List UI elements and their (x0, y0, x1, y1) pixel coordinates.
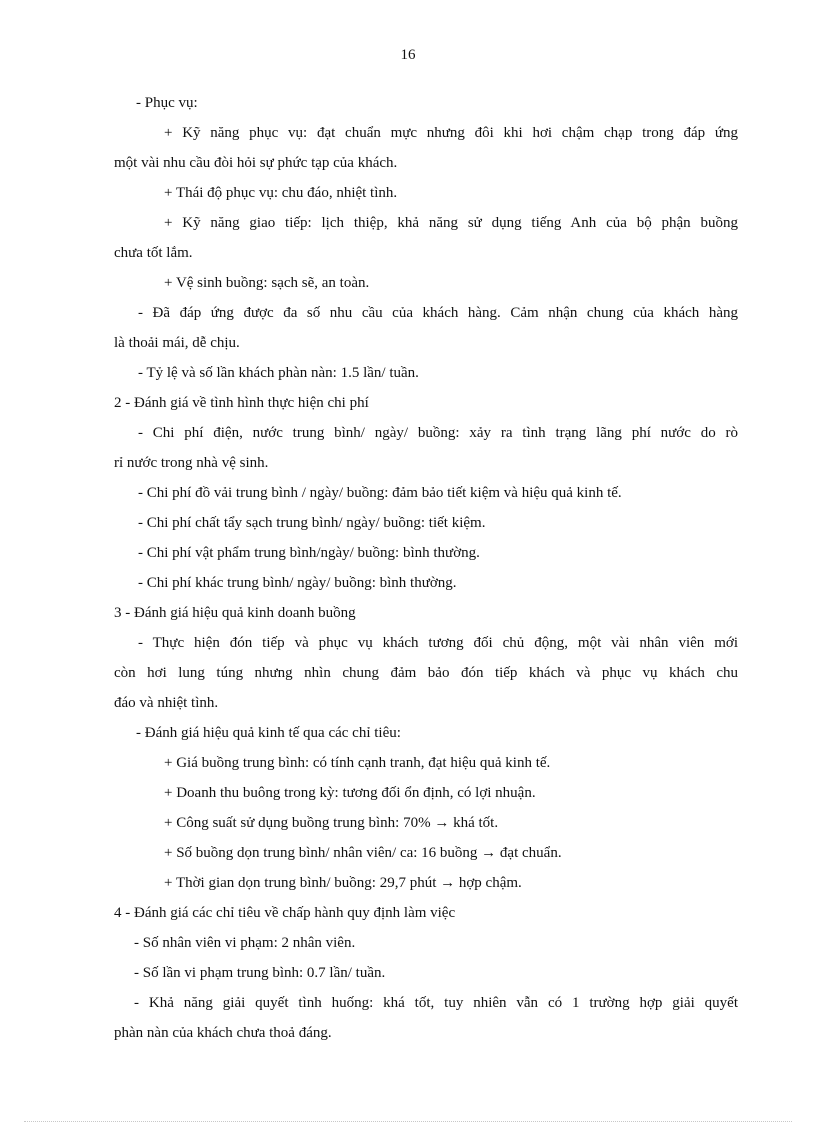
continuation-line: đáo và nhiệt tình. (114, 695, 219, 711)
continuation-line: chưa tốt lắm. (114, 245, 193, 261)
section-bullet: - Chi phí vật phẩm trung bình/ngày/ buồng: bình thường. (138, 545, 480, 561)
section-bullet: - Chi phí khác trung bình/ ngày/ buồng: bình thường. (138, 575, 457, 591)
section-heading: 4 - Đánh giá các chỉ tiêu về chấp hành quy định làm việc (114, 905, 456, 921)
section-bullet: - Chi phí chất tẩy sạch trung bình/ ngày/ buồng: tiết kiệm. (138, 515, 486, 531)
section-bullet: - Khả năng giải quyết tình huống: khá tốt, tuy nhiên vẫn có 1 trường hợp giải quyết (134, 995, 738, 1011)
section-bullet: - Chi phí đồ vải trung bình / ngày/ buồng: đảm bảo tiết kiệm và hiệu quả kinh tế. (138, 485, 622, 501)
document-body (114, 88, 738, 1048)
section-bullet: - Chi phí điện, nước trung bình/ ngày/ buồng: xảy ra tình trạng lãng phí nước do rò (138, 425, 738, 441)
section-bullet: - Số nhân viên vi phạm: 2 nhân viên. (134, 935, 356, 951)
section-bullet: - Thực hiện đón tiếp và phục vụ khách tương đối chủ động, một vài nhân viên mới (138, 635, 738, 651)
page-bottom-rule (24, 1121, 792, 1122)
section-bullet: - Đánh giá hiệu quả kinh tế qua các chỉ tiêu: (136, 725, 401, 741)
continuation-line: phàn nàn của khách chưa thoả đáng. (114, 1025, 332, 1041)
continuation-line: là thoải mái, dễ chịu. (114, 335, 240, 351)
section-bullet: - Đã đáp ứng được đa số nhu cầu của khách hàng. Cảm nhận chung của khách hàng (138, 305, 738, 321)
sub-bullet: + Thời gian dọn trung bình/ buồng: 29,7 phút → hợp chậm. (164, 875, 522, 891)
sub-bullet: + Giá buồng trung bình: có tính cạnh tranh, đạt hiệu quả kinh tế. (164, 755, 551, 771)
section-heading: 3 - Đánh giá hiệu quả kinh doanh buồng (114, 605, 356, 621)
sub-bullet: + Vệ sinh buồng: sạch sẽ, an toàn. (164, 275, 370, 291)
section-bullet: - Số lần vi phạm trung bình: 0.7 lần/ tuần. (134, 965, 386, 981)
continuation-line: còn hơi lung túng nhưng nhìn chung đảm bảo đón tiếp khách và phục vụ khách chu (114, 665, 738, 681)
sub-bullet: + Doanh thu buông trong kỳ: tương đối ổn định, có lợi nhuận. (164, 785, 536, 801)
section-bullet: - Phục vụ: (136, 95, 198, 111)
sub-bullet: + Thái độ phục vụ: chu đáo, nhiệt tình. (164, 185, 398, 201)
continuation-line: rỉ nước trong nhà vệ sinh. (114, 455, 269, 471)
sub-bullet: + Số buồng dọn trung bình/ nhân viên/ ca: 16 buồng → đạt chuẩn. (164, 845, 562, 861)
section-bullet: - Tỷ lệ và số lần khách phàn nàn: 1.5 lần/ tuần. (138, 365, 419, 381)
section-heading: 2 - Đánh giá về tình hình thực hiện chi phí (114, 395, 369, 411)
sub-bullet: + Công suất sử dụng buồng trung bình: 70% → khá tốt. (164, 815, 499, 831)
sub-bullet: + Kỹ năng phục vụ: đạt chuẩn mực nhưng đôi khi hơi chậm chạp trong đáp ứng (164, 125, 738, 141)
sub-bullet: + Kỹ năng giao tiếp: lịch thiệp, khả năng sử dụng tiếng Anh của bộ phận buồng (164, 215, 738, 231)
continuation-line: một vài nhu cầu đòi hỏi sự phức tạp của khách. (114, 155, 398, 171)
page-number: 16 (400, 47, 416, 63)
